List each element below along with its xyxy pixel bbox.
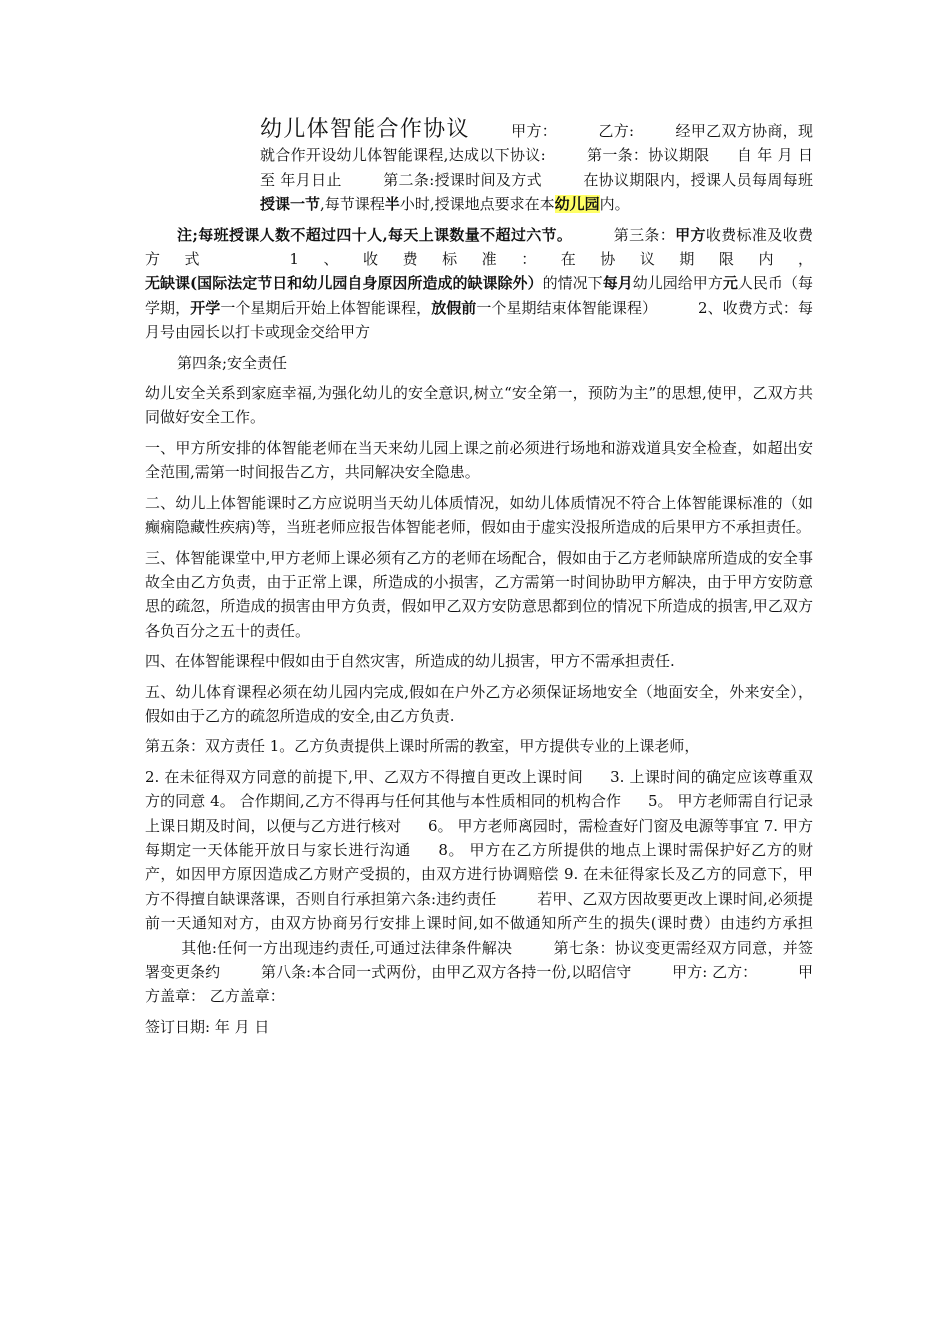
article-5-body	[145, 765, 813, 1009]
fee-1-f: 一个星期结束体智能课程）	[476, 298, 658, 317]
fee-1-bold-3: 元	[722, 274, 738, 293]
article-5-item-6-7: 6。 甲方老师离园时，需检查好门窗及电源等事宜 7. 甲方每期定一天体能开放日与家长进行沟通	[145, 816, 813, 859]
sign-date: 签订日期: 年 月 日	[145, 1017, 270, 1036]
article-4-item-3: 三、体智能课堂中,甲方老师上课必须有乙方的老师在场配合，假如由于乙方老师缺席所造成的安全事故全由乙方负责，由于正常上课，所造成的小损害，乙方需第一时间协助甲方解决，由于甲方安防意思的疏忽，所造成的损害由甲方负责，假如甲乙双方安防意思都到位的情况下所造成的损害,甲乙双方各负百分之五十的责任。	[145, 548, 813, 640]
doc-title: 幼儿体智能合作协议	[260, 117, 470, 142]
fee-1-bold-4: 开学	[190, 298, 221, 317]
article-5-item-3-4: 3. 上课时间的确定应该尊重双方的同意 4。 合作期间,乙方不得再与任何其他与本性质相同的机构合作	[145, 767, 813, 811]
party-a-label: 甲方：	[510, 122, 558, 140]
article-8: 第八条:本合同一式两份，由甲乙双方各持一份,以昭信守	[260, 963, 632, 981]
fee-1-c: 幼儿园给甲方	[632, 274, 723, 293]
article-5-item-5: 5。 甲方老师需自行记录上课日期及时间，以便与乙方进行核对	[145, 792, 813, 835]
document-body	[145, 118, 813, 1039]
fee-1-bold-5: 放假前	[431, 298, 477, 317]
article-2-body-d: 内。	[599, 195, 630, 214]
fee-1-bold-2: 每月	[602, 274, 633, 293]
highlighted-kindergarten: 幼儿园	[554, 195, 600, 214]
intro-text: 经甲乙双方协商，现就合作开设幼儿体智能课程,达成以下协议:	[260, 122, 813, 165]
article-2-heading: 第二条:授课时间及方式	[382, 170, 542, 189]
article-1-body: 自 年 月 日至 年月日止	[260, 146, 813, 189]
article-4-item-5: 五、幼儿体育课程必须在幼儿园内完成,假如在户外乙方必须保证场地安全（地面安全，外来安全），假如由于乙方的疏忽所造成的安全,由乙方负责.	[145, 682, 813, 725]
article-5-item-2: 2. 在未征得双方同意的前提下,甲、乙双方不得擅自更改上课时间	[145, 767, 584, 786]
article-6-body: 若甲、乙双方因故要更改上课时间,必须提前一天通知对方，由双方协商另行安排上课时间,如不做通知所产生的损失(课时费）由违约方承担	[145, 889, 813, 933]
article-7: 第七条：协议变更需经双方同意，并签署变更条约	[145, 938, 813, 981]
article-3-bold: 甲方	[675, 225, 706, 244]
article-2-body-c: 小时,授课地点要求在本	[399, 195, 555, 214]
party-b-label: 乙方:	[598, 122, 635, 140]
article-5-heading: 第五条：双方责任 1。乙方负责提供上课时所需的教室，甲方提供专业的上课老师，	[145, 737, 700, 756]
title-paragraph	[145, 118, 813, 217]
article-2-body-a: 在协议期限内，授课人员每周每班	[583, 170, 813, 189]
seal-line: 甲方盖章： 乙方盖章：	[145, 963, 813, 1006]
article-5-item-8-9: 8。 甲方在乙方所提供的地点上课时需保护好乙方的财产，如因甲方原因造成乙方财产受损的，由双方进行协调赔偿 9. 在未征得家长及乙方的同意下，甲方不得擅自缺课落课，否则自行承担第六条:违约责任	[145, 840, 813, 908]
fee-1-bold: 无缺课(国际法定节日和幼儿园自身原因所造成的缺课除外）	[145, 274, 543, 293]
article-2-bold-1: 授课一节	[260, 195, 321, 214]
article-4-item-2: 二、幼儿上体智能课时乙方应说明当天幼儿体质情况，如幼儿体质情况不符合上体智能课标准的（如癫痫隐藏性疾病)等，当班老师应报告体智能老师，假如由于虚实没报所造成的后果甲方不承担责任。	[145, 493, 813, 537]
article-4-item-4: 四、在体智能课程中假如由于自然灾害，所造成的幼儿损害，甲方不需承担责任.	[145, 652, 675, 671]
fee-1-e: 一个星期后开始上体智能课程，	[220, 298, 432, 317]
note-paragraph	[145, 223, 813, 345]
fee-1-b: 的情况下	[542, 274, 603, 293]
article-4-item-1: 一、甲方所安排的体智能老师在当天来幼儿园上课之前必须进行场地和游戏道具安全检查，如超出安全范围,需第一时间报告乙方，共同解决安全隐患。	[145, 438, 813, 482]
article-2-bold-2: 半	[384, 195, 400, 214]
signature-parties: 甲方: 乙方：	[672, 963, 758, 981]
article-1-heading: 第一条：协议期限	[586, 146, 710, 165]
article-3-heading-b: 收费标准及收费方式	[145, 225, 813, 269]
article-4-intro: 幼儿安全关系到家庭幸福,为强化幼儿的安全意识,树立“安全第一，预防为主”的思想,使甲，乙双方共同做好安全工作。	[145, 384, 813, 427]
article-3-heading-a: 第三条：	[613, 225, 676, 244]
fee-2: 2、收费方式：每月号由园长以打卡或现金交给甲方	[145, 298, 813, 342]
fee-1-a: 1、收费标准：在协议期限内，	[289, 250, 813, 269]
fee-1-d: 人民币（每学期，	[145, 274, 813, 317]
article-2-body-b: ,每节课程	[320, 195, 385, 214]
article-4-heading: 第四条;安全责任	[177, 353, 288, 372]
note-bold: 注;每班授课人数不超过四十人,每天上课数量不超过六节。	[177, 225, 573, 244]
article-6-other: 其他:任何一方出现违约责任,可通过法律条件解决	[181, 938, 513, 957]
